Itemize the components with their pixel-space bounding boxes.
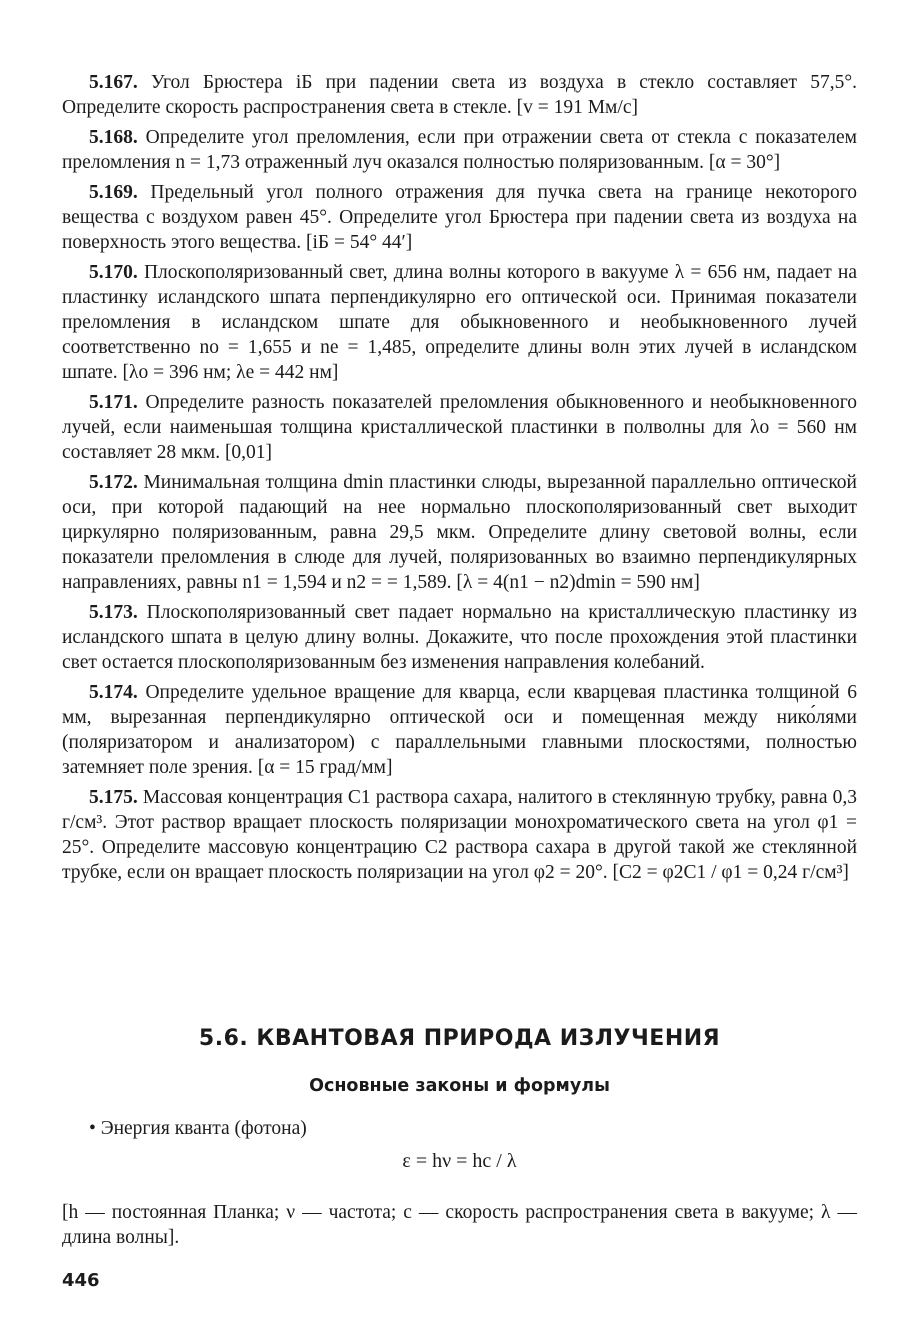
problem-number: 5.172. [89,472,138,493]
problem-5-170 [62,260,857,385]
problem-text: Определите разность показателей преломления обыкновенного и необыкновенного лучей, если наименьшая толщина кристаллической пластинки в полволны для λo = 560 нм составляет 28 мкм. [0,01] [62,392,857,463]
photon-energy-formula: ε = hν = hc / λ [402,1150,517,1172]
problem-5-171 [62,390,857,465]
problem-text: Определите удельное вращение для кварца, если кварцевая пластинка толщиной 6 мм, вырезанная перпендикулярно оптической оси и помещенная между нико́лями (поляризатором и анализатором) с параллельными главными плоскостями, полностью затемняет поле зрения. [α = 15 град/мм] [62,682,857,778]
problem-text: Определите угол преломления, если при отражении света от стекла с показателем преломления n = 1,73 отраженный луч оказался полностью поляризованным. [α = 30°] [62,127,857,173]
problem-5-173 [62,600,857,675]
problem-5-175 [62,785,857,885]
problems-list [62,70,857,890]
page-number: 446 [62,1270,100,1291]
problem-number: 5.174. [89,682,138,703]
problem-text: Плоскополяризованный свет, длина волны которого в вакууме λ = 656 нм, падает на пластинку исландского шпата перпендикулярно его оптической оси. Принимая показатели преломления в исландском шпате для обыкновенного и необыкновенного лучей соответственно no = 1,655 и ne = 1,485, определите длины волн этих лучей в исландском шпате. [λo = 396 нм; λe = 442 нм] [62,262,858,383]
problem-number: 5.173. [89,602,138,623]
problem-number: 5.170. [89,262,138,283]
problem-5-167 [62,70,857,120]
problem-5-168 [62,125,857,175]
problem-text: Плоскополяризованный свет падает нормально на кристаллическую пластинку из исландского шпата в целую длину волны. Докажите, что после прохождения этой пластинки свет остается плоскополяризованным без изменения направления колебаний. [62,602,857,673]
problem-number: 5.169. [89,182,138,203]
problem-5-169 [62,180,857,255]
bullet-item: • Энергия кванта (фотона) [89,1118,307,1139]
problem-number: 5.171. [89,392,138,413]
problem-5-174 [62,680,857,780]
problem-text: Минимальная толщина dmin пластинки слюды, вырезанной параллельно оптической оси, при которой падающий на нее нормально плоскополяризованный свет выходит циркулярно поляризованным, равна 29,5 мкм. Определите длину световой волны, если показатели преломления в слюде для лучей, поляризованных во взаимно перпендикулярных направлениях, равны n1 = 1,594 и n2 = = 1,589. [λ = 4(n1 − n2)dmin = 590 нм] [62,472,857,593]
subsection-title: Основные законы и формулы [309,1076,610,1096]
problem-text: Массовая концентрация C1 раствора сахара, налитого в стеклянную трубку, равна 0,3 г/см³. Этот раствор вращает плоскость поляризации монохроматического света на угол φ1 = 25°. Определите массовую концентрацию C2 раствора сахара в другой такой же стеклянной трубке, если он вращает плоскость поляризации на угол φ2 = 20°. [C2 = φ2C1 / φ1 = 0,24 г/см³] [62,787,857,883]
problem-text: Предельный угол полного отражения для пучка света на границе некоторого вещества с воздухом равен 45°. Определите угол Брюстера при падении света из воздуха на поверхность этого вещества. [iБ = 54° 44′] [62,182,858,253]
problem-text: Угол Брюстера iБ при падении света из воздуха в стекло составляет 57,5°. Определите скорость распространения света в стекле. [v = 191 Мм/с] [62,72,858,118]
problem-number: 5.175. [89,787,138,808]
legend-text: [h — постоянная Планка; ν — частота; c — скорость распространения света в вакууме; λ — длина волны]. [62,1202,857,1248]
problem-5-172 [62,470,857,595]
section-title: 5.6. КВАНТОВАЯ ПРИРОДА ИЗЛУЧЕНИЯ [198,1026,721,1051]
problem-number: 5.168. [89,127,138,148]
formula-legend [62,1200,857,1255]
problem-number: 5.167. [89,72,138,93]
